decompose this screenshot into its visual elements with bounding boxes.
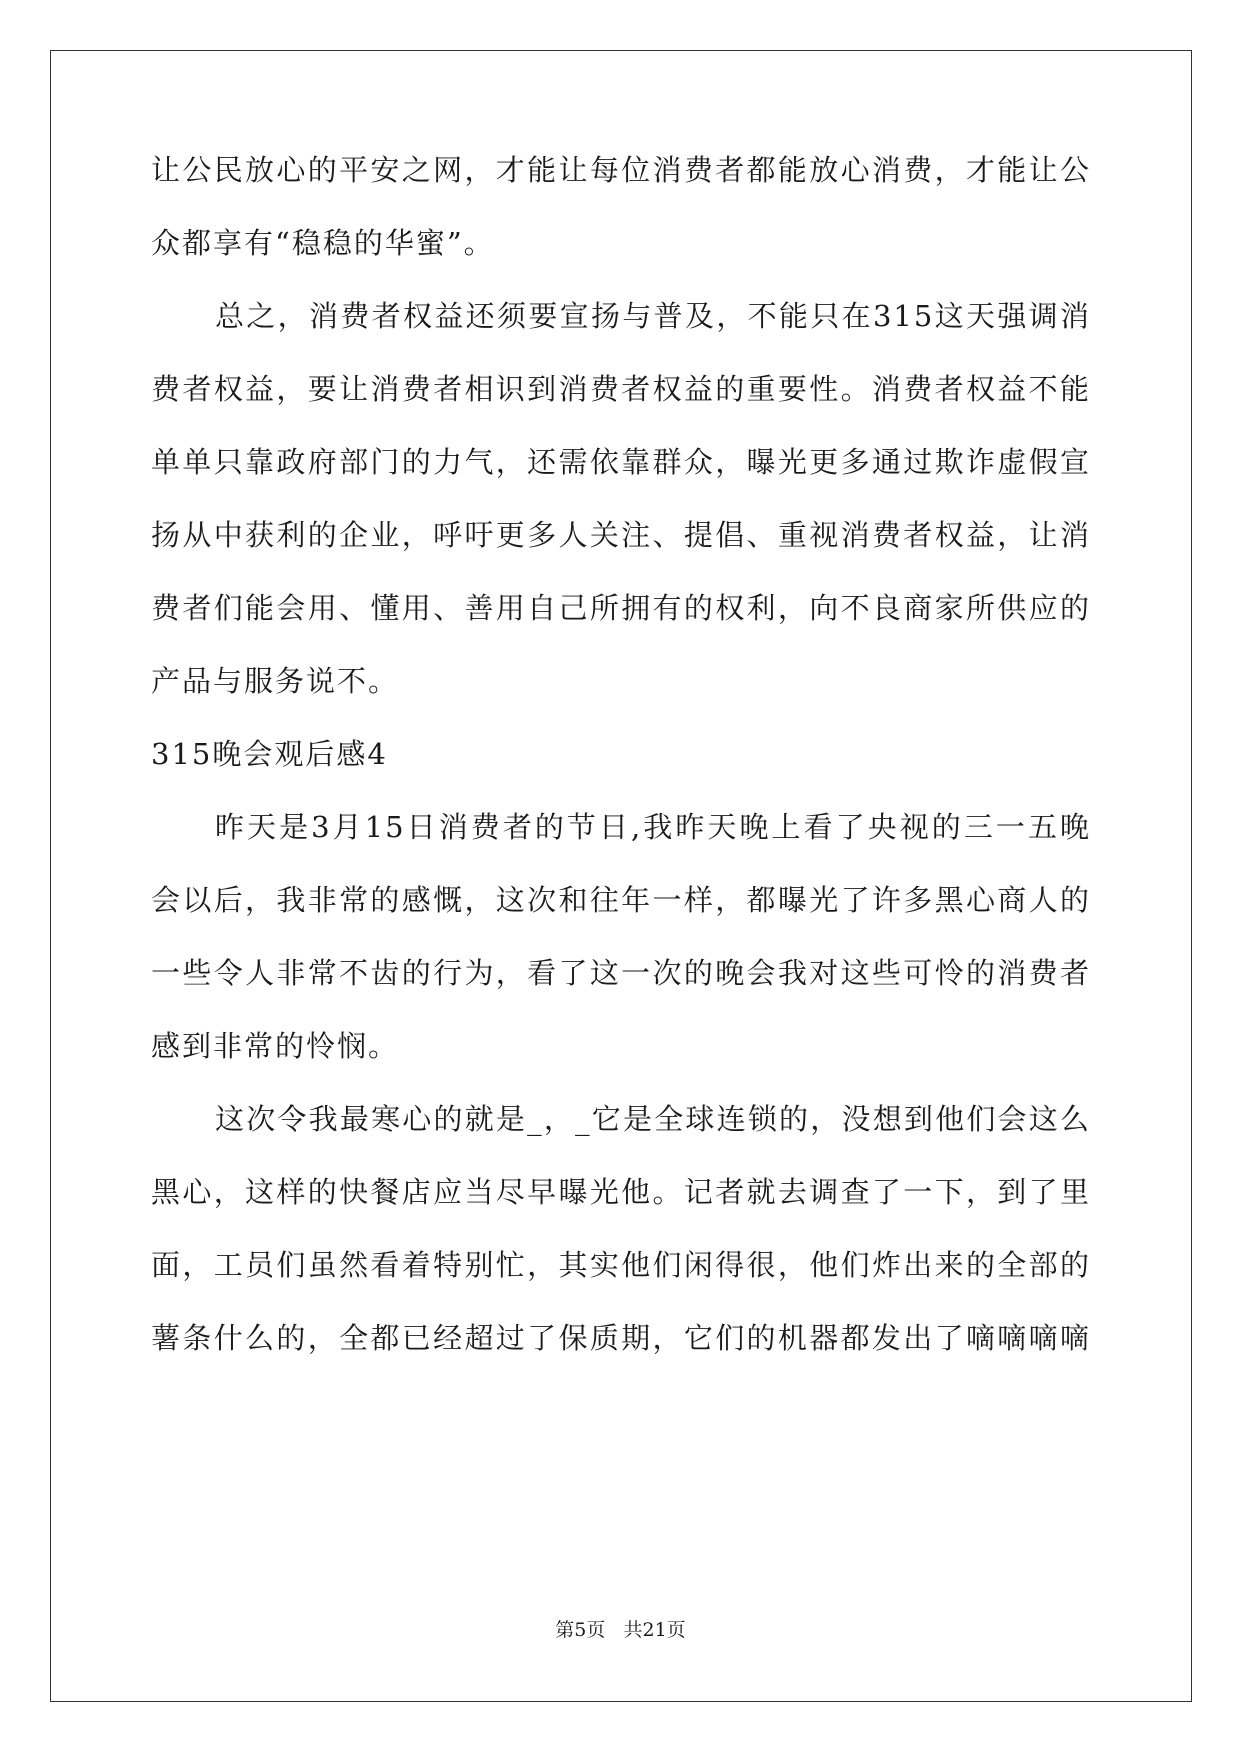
body-line: 单单只靠政府部门的力气，还需依靠群众，曝光更多通过欺诈虚假宣 (151, 445, 1091, 479)
body-line: 费者权益，要让消费者相识到消费者权益的重要性。消费者权益不能 (151, 372, 1091, 406)
paragraph-start-line: 总之，消费者权益还须要宣扬与普及，不能只在315这天强调消 (215, 299, 1091, 333)
body-line: 一些令人非常不齿的行为，看了这一次的晚会我对这些可怜的消费者 (151, 956, 1091, 990)
body-line: 感到非常的怜悯。 (151, 1029, 400, 1063)
body-line: 面，工员们虽然看着特别忙，其实他们闲得很，他们炸出来的全部的 (151, 1248, 1091, 1282)
paragraph-start-line: 这次令我最寒心的就是_，_它是全球连锁的，没想到他们会这么 (215, 1102, 1091, 1136)
body-line: 费者们能会用、懂用、善用自己所拥有的权利，向不良商家所供应的 (151, 591, 1091, 625)
paragraph-start-line: 昨天是3月15日消费者的节日,我昨天晚上看了央视的三一五晚 (215, 810, 1091, 844)
section-heading: 315晚会观后感4 (151, 737, 388, 771)
body-line: 薯条什么的，全都已经超过了保质期，它们的机器都发出了嘀嘀嘀嘀 (151, 1321, 1091, 1355)
body-line: 众都享有“稳稳的华蜜”。 (151, 226, 495, 260)
body-line: 让公民放心的平安之网，才能让每位消费者都能放心消费，才能让公 (151, 153, 1091, 187)
body-line: 黑心，这样的快餐店应当尽早曝光他。记者就去调查了一下，到了里 (151, 1175, 1091, 1209)
body-line: 产品与服务说不。 (151, 664, 400, 698)
body-line: 会以后，我非常的感慨，这次和往年一样，都曝光了许多黑心商人的 (151, 883, 1091, 917)
body-line: 扬从中获利的企业，呼吁更多人关注、提倡、重视消费者权益，让消 (151, 518, 1091, 552)
page-number-footer: 第5页 共21页 (555, 1619, 686, 1641)
